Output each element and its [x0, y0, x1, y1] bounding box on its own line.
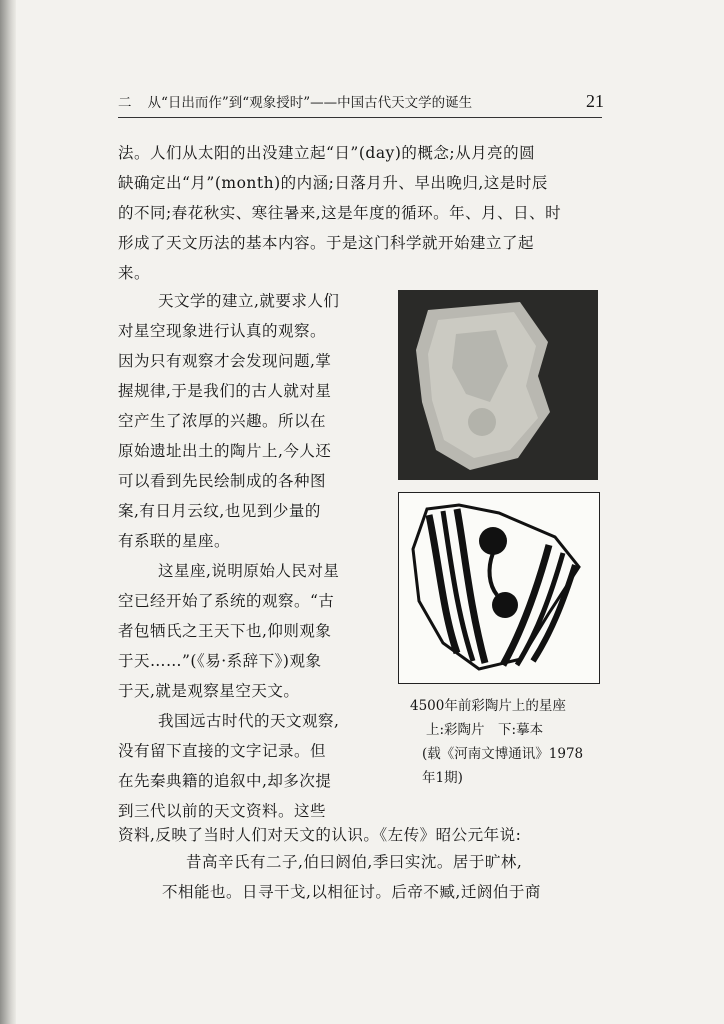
text-line: 有系联的星座。	[118, 532, 231, 550]
pottery-shard-drawing	[398, 492, 600, 684]
text-line: 空产生了浓厚的兴趣。所以在	[118, 412, 327, 430]
text-line: 在先秦典籍的追叙中,却多次提	[118, 772, 332, 790]
opening-paragraph	[118, 138, 604, 288]
text-line: 因为只有观察才会发现问题,掌	[118, 352, 332, 370]
page-number: 21	[586, 90, 604, 111]
text-line: 我国远古时代的天文观察,	[158, 712, 340, 730]
text-line: 对星空现象进行认真的观察。	[118, 322, 327, 340]
figure-caption	[398, 694, 608, 790]
text-line: 空已经开始了系统的观察。“古	[118, 592, 335, 610]
text-line: 可以看到先民绘制成的各种图	[118, 472, 327, 490]
book-gutter-shadow	[0, 0, 16, 1024]
chapter-title: 从“日出而作”到“观象授时”——中国古代天文学的诞生	[147, 95, 473, 111]
caption-subtitle: 上:彩陶片 下:摹本	[426, 722, 544, 738]
text-line: 到三代以前的天文资料。这些	[118, 802, 327, 820]
running-header	[118, 88, 604, 114]
quote-line: 昔高辛氏有二子,伯曰阏伯,季曰实沈。居于旷林,	[186, 853, 523, 871]
text-line: 没有留下直接的文字记录。但	[118, 742, 327, 760]
text-line: 握规律,于是我们的古人就对星	[118, 382, 332, 400]
text-line: 者包牺氏之王天下也,仰则观象	[118, 622, 332, 640]
pottery-shard-photo	[398, 290, 598, 480]
constellation-tracing	[399, 493, 598, 682]
text-line: 资料,反映了当时人们对天文的认识。《左传》昭公元年说:	[118, 826, 522, 844]
text-line: 于天,就是观察星空天文。	[118, 682, 300, 700]
text-line: 缺确定出“月”(month)的内涵;日落月升、早出晚归,这是时辰	[118, 174, 548, 192]
text-line: 天文学的建立,就要求人们	[158, 292, 340, 310]
header-rule	[118, 117, 602, 118]
text-line: 来。	[118, 264, 151, 282]
text-line: 案,有日月云纹,也见到少量的	[118, 502, 321, 520]
text-line: 的不同;春花秋实、寒往暑来,这是年度的循环。年、月、日、时	[118, 204, 562, 222]
text-line: 这星座,说明原始人民对星	[158, 562, 340, 580]
text-line: 原始遗址出土的陶片上,今人还	[118, 442, 332, 460]
caption-source-continued: 年1期)	[422, 770, 463, 786]
closing-text	[118, 820, 608, 910]
text-line: 形成了天文历法的基本内容。于是这门科学就开始建立了起	[118, 234, 535, 252]
caption-source: (载《河南文博通讯》1978	[422, 746, 584, 762]
text-line: 于天……”(《易·系辞下》)观象	[118, 652, 322, 670]
text-line: 法。人们从太阳的出没建立起“日”(day)的概念;从月亮的圆	[118, 144, 536, 162]
chapter-number: 二	[118, 95, 132, 111]
quotation	[118, 850, 608, 910]
pottery-shard-photo-graphic	[398, 290, 598, 480]
quote-line: 不相能也。日寻干戈,以相征讨。后帝不臧,迁阏伯于商	[162, 883, 541, 901]
text-column	[118, 286, 390, 826]
caption-title: 4500年前彩陶片上的星座	[410, 698, 566, 714]
